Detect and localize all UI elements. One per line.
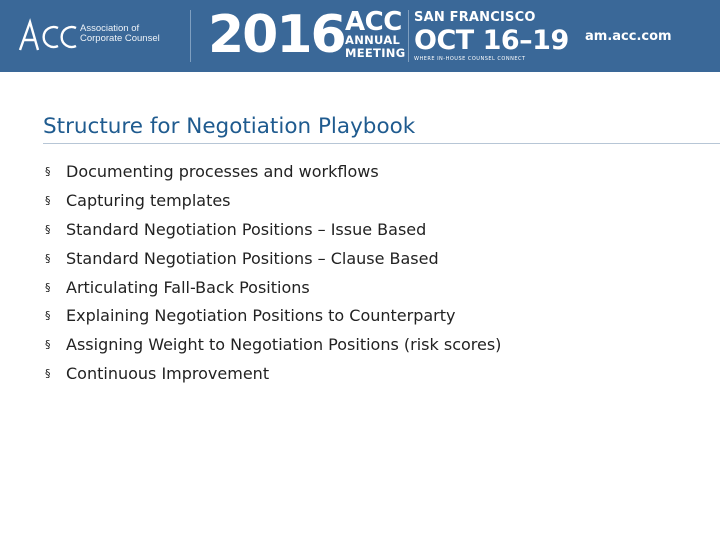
bullet-text: Capturing templates <box>66 190 231 210</box>
bullet-text: Documenting processes and workflows <box>66 162 379 181</box>
bullet-marker-icon: § <box>45 251 51 265</box>
list-item <box>44 276 501 305</box>
bullet-marker-icon: § <box>45 222 51 236</box>
header-banner <box>0 0 720 72</box>
bullet-marker-icon: § <box>45 309 51 323</box>
website-link[interactable]: am.acc.com <box>585 29 672 44</box>
bullet-marker-icon: § <box>45 367 51 381</box>
bullet-text: Explaining Negotiation Positions to Counterparty <box>66 306 456 326</box>
slide-title: Structure for Negotiation Playbook <box>43 114 416 139</box>
list-item <box>44 218 501 247</box>
bullet-marker-icon: § <box>45 193 51 207</box>
list-item <box>44 247 501 276</box>
meeting-label: MEETING <box>345 46 406 60</box>
bullet-list <box>44 160 501 391</box>
list-item <box>44 333 501 362</box>
list-item <box>44 160 501 189</box>
list-item <box>44 362 501 391</box>
annual-label: ANNUAL <box>345 33 401 47</box>
title-underline <box>43 143 720 144</box>
event-dates: OCT 16–19 <box>414 25 569 56</box>
acc-logo <box>18 18 188 54</box>
bullet-marker-icon: § <box>45 165 51 178</box>
annual-meeting-block <box>345 7 406 60</box>
org-name-line1: Association of <box>80 23 140 34</box>
bullet-text: Standard Negotiation Positions – Issue Based <box>66 219 427 239</box>
bullet-text: Articulating Fall-Back Positions <box>66 277 310 297</box>
event-tagline: WHERE IN-HOUSE COUNSEL CONNECT <box>414 56 526 62</box>
header-divider <box>408 10 409 62</box>
list-item <box>44 189 501 218</box>
bullet-text: Continuous Improvement <box>66 364 270 384</box>
list-item <box>44 304 501 333</box>
bullet-text: Standard Negotiation Positions – Clause Based <box>66 248 439 268</box>
org-name-line2: Corporate Counsel <box>80 33 160 44</box>
acc-wordmark: ACC <box>345 7 402 37</box>
acc-logo-mark-icon <box>18 18 78 54</box>
bullet-marker-icon: § <box>45 280 51 294</box>
event-year: 2016 <box>208 5 345 65</box>
bullet-marker-icon: § <box>45 338 51 352</box>
event-city: SAN FRANCISCO <box>414 10 536 25</box>
bullet-text: Assigning Weight to Negotiation Positions (risk scores) <box>66 335 502 355</box>
header-divider <box>190 10 191 62</box>
event-details <box>414 10 569 63</box>
